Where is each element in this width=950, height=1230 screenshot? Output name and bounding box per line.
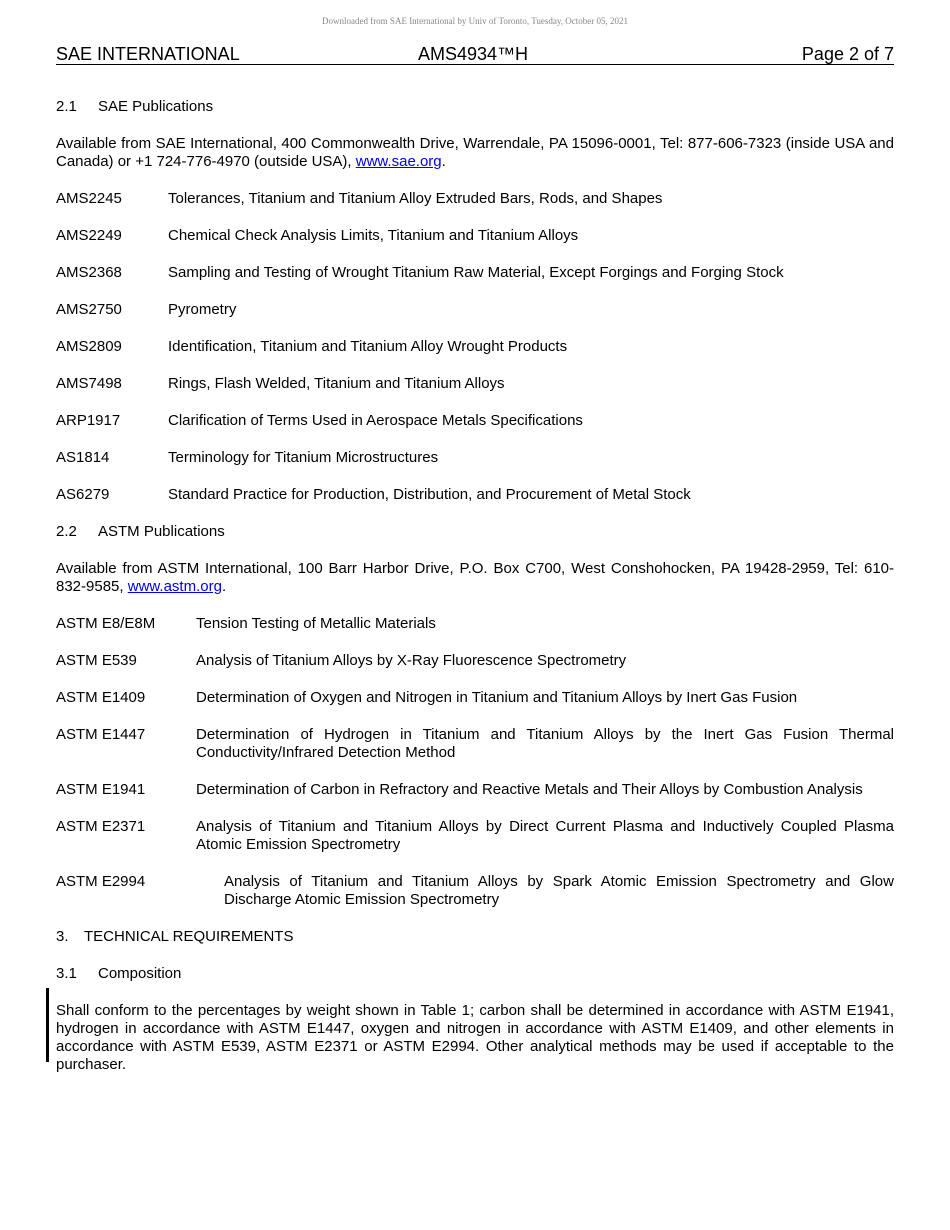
page-header xyxy=(56,44,894,65)
section-heading-astm-publications xyxy=(56,523,894,541)
reference-entry xyxy=(56,375,894,393)
reference-code: ARP1917 xyxy=(56,412,121,429)
publisher-name: SAE INTERNATIONAL xyxy=(56,44,240,64)
reference-entry xyxy=(56,726,894,762)
section-title: TECHNICAL REQUIREMENTS xyxy=(84,928,294,945)
section-heading-technical-requirements xyxy=(56,928,894,946)
sae-website-link[interactable]: www.sae.org xyxy=(355,153,442,170)
sae-availability-paragraph xyxy=(56,135,894,171)
reference-entry xyxy=(56,818,894,854)
composition-paragraph: Shall conform to the percentages by weight shown in Table 1; carbon shall be determined in accordance with ASTM E1941, hydrogen in accordance with ASTM E1447, oxygen and nitrogen in accordance with ASTM E1409, and other elements in accordance with ASTM E539, ASTM E2371 or ASTM E2994. Other analytical methods may be used if acceptable to the purchaser. xyxy=(56,1002,894,1073)
reference-title: Clarification of Terms Used in Aerospace Metals Specifications xyxy=(168,412,583,429)
reference-entry xyxy=(56,190,894,208)
section-heading-sae-publications xyxy=(56,98,894,116)
reference-title: Terminology for Titanium Microstructures xyxy=(168,449,439,466)
astm-availability-paragraph xyxy=(56,560,894,596)
reference-title: Tolerances, Titanium and Titanium Alloy Extruded Bars, Rods, and Shapes xyxy=(168,190,663,207)
reference-entry xyxy=(56,227,894,245)
reference-title: Sampling and Testing of Wrought Titanium Raw Material, Except Forgings and Forging Stock xyxy=(168,264,784,281)
download-watermark: Downloaded from SAE International by Univ of Toronto, Tuesday, October 05, 2021 xyxy=(321,16,629,26)
reference-title: Tension Testing of Metallic Materials xyxy=(196,615,436,632)
reference-entry xyxy=(56,486,894,504)
reference-code: ASTM E539 xyxy=(56,652,137,669)
section-heading-composition xyxy=(56,965,894,983)
page-number: Page 2 of 7 xyxy=(801,44,894,64)
reference-code: ASTM E2994 xyxy=(56,873,146,890)
reference-code: AS6279 xyxy=(56,486,110,503)
reference-code: AMS7498 xyxy=(56,375,122,392)
reference-entry xyxy=(56,689,894,707)
reference-entry xyxy=(56,449,894,467)
reference-entry xyxy=(56,652,894,670)
section-title: Composition xyxy=(98,965,182,982)
reference-title: Rings, Flash Welded, Titanium and Titanium Alloys xyxy=(168,375,505,392)
reference-code: AMS2750 xyxy=(56,301,122,318)
paragraph-end: . xyxy=(441,153,446,170)
document-body xyxy=(56,98,894,1093)
reference-code: AS1814 xyxy=(56,449,110,466)
reference-title: Determination of Carbon in Refractory and Reactive Metals and Their Alloys by Combustion Analysis xyxy=(196,781,863,798)
reference-title: Identification, Titanium and Titanium Alloy Wrought Products xyxy=(168,338,568,355)
section-title: SAE Publications xyxy=(98,98,214,115)
paragraph-end: . xyxy=(221,578,227,595)
reference-entry xyxy=(56,873,894,909)
section-number: 2.1 xyxy=(56,98,77,115)
section-number: 3.1 xyxy=(56,965,77,982)
reference-entry xyxy=(56,781,894,799)
reference-entry xyxy=(56,264,894,282)
reference-code: AMS2245 xyxy=(56,190,122,207)
reference-entry xyxy=(56,338,894,356)
paragraph-text: Available from SAE International, 400 Commonwealth Drive, Warrendale, PA 15096-0001, Tel: 877-606-7323 (inside USA and Canada) or +1 724-776-4970 (outside USA), xyxy=(56,135,894,170)
section-title: ASTM Publications xyxy=(98,523,225,540)
astm-website-link[interactable]: www.astm.org xyxy=(127,578,222,595)
reference-code: ASTM E8/E8M xyxy=(56,615,156,632)
reference-code: AMS2809 xyxy=(56,338,122,355)
reference-entry xyxy=(56,412,894,430)
section-number: 3. xyxy=(56,928,69,945)
reference-entry xyxy=(56,301,894,319)
reference-code: ASTM E1941 xyxy=(56,781,146,798)
reference-code: AMS2368 xyxy=(56,264,122,281)
reference-code: ASTM E1447 xyxy=(56,726,146,743)
reference-code: AMS2249 xyxy=(56,227,122,244)
reference-title: Pyrometry xyxy=(168,301,237,318)
reference-title: Determination of Hydrogen in Titanium and Titanium Alloys by the Inert Gas Fusion Thermal Conductivity/Infrared Detection Method xyxy=(196,726,894,761)
reference-title: Chemical Check Analysis Limits, Titanium and Titanium Alloys xyxy=(168,227,579,244)
reference-title: Standard Practice for Production, Distribution, and Procurement of Metal Stock xyxy=(168,486,691,503)
reference-code: ASTM E1409 xyxy=(56,689,146,706)
document-number: AMS4934™H xyxy=(418,44,529,64)
reference-title: Determination of Oxygen and Nitrogen in Titanium and Titanium Alloys by Inert Gas Fusion xyxy=(196,689,798,706)
reference-code: ASTM E2371 xyxy=(56,818,146,835)
section-number: 2.2 xyxy=(56,523,77,540)
reference-title: Analysis of Titanium and Titanium Alloys by Direct Current Plasma and Inductively Coupled Plasma Atomic Emission Spectrometry xyxy=(196,818,894,853)
paragraph-text: Available from ASTM International, 100 Barr Harbor Drive, P.O. Box C700, West Conshohocken, PA 19428-2959, Tel: 610-832-9585, xyxy=(56,560,894,595)
reference-title: Analysis of Titanium Alloys by X-Ray Fluorescence Spectrometry xyxy=(196,652,627,669)
revision-change-bar xyxy=(46,988,49,1062)
reference-title: Analysis of Titanium and Titanium Alloys by Spark Atomic Emission Spectrometry and Glow Discharge Atomic Emission Spectrometry xyxy=(224,873,894,908)
reference-entry xyxy=(56,615,894,633)
